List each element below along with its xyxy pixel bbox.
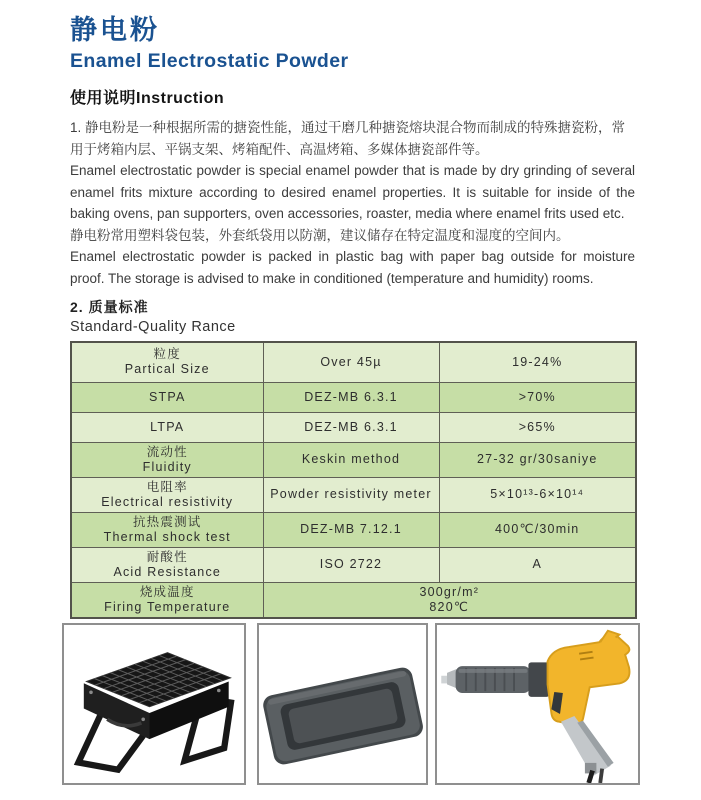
baking-tray-illustration [259,625,426,783]
page-title-english: Enamel Electrostatic Powder [70,50,349,72]
table-row [71,477,636,512]
bbq-grill-illustration [64,625,244,783]
table-row [71,512,636,547]
product-gallery [62,623,640,785]
spec-method-cell: DEZ-MB 7.12.1 [263,512,439,547]
quality-heading-english: Standard-Quality Rance [70,319,236,335]
spec-name-cell [71,582,263,618]
spec-name-zh: 耐酸性 [146,549,188,564]
instruction-heading: 使用说明Instruction [70,90,225,107]
spec-name-cell [71,547,263,582]
table-row [71,547,636,582]
instruction-para2-chinese: 静电粉常用塑料袋包装，外套纸袋用以防潮，建议储存在特定温度和湿度的空间内。 [70,227,570,243]
instruction-para1-english: Enamel electrostatic powder is special enamel powder that is made by dry grinding of several enamel frits mixture according to desired enamel properties. It is suitable for inside of the baking ovens, pan supporters, oven accessories, roaster, media where enamel frits used etc. [70,163,635,221]
quality-heading-chinese: 2. 质量标准 [70,299,149,315]
spec-name-en: Electrical resistivity [101,494,234,509]
spec-name-en: Thermal shock test [103,529,231,544]
spec-name-en: Acid Resistance [113,564,222,579]
spec-method-cell: DEZ-MB 6.3.1 [263,382,439,412]
spec-value-cell: >65% [439,412,636,442]
spec-name-cell: STPA [71,382,263,412]
spec-method-cell: Keskin method [263,442,439,477]
spec-name-cell [71,342,263,382]
spec-name-zh: 电阻率 [146,479,188,494]
table-row [71,342,636,382]
spec-name-zh: 抗热震测试 [132,514,202,529]
spec-method-cell: DEZ-MB 6.3.1 [263,412,439,442]
baking-tray-image [257,623,428,785]
spec-name-en: Fluidity [142,459,192,474]
spec-value-cell: 19-24% [439,342,636,382]
instruction-para1-chinese: 1. 静电粉是一种根据所需的搪瓷性能，通过干磨几种搪瓷熔块混合物而制成的特殊搪瓷粉，常用于烤箱内层、平锅支架、烤箱配件、高温烤箱、多媒体搪瓷部件等。 [70,120,626,157]
spec-value-cell: 27-32 gr/30saniye [439,442,636,477]
spec-name-cell: LTPA [71,412,263,442]
spec-value-cell: A [439,547,636,582]
spec-name-en: Firing Temperature [104,599,231,614]
spray-gun-illustration [437,625,638,783]
spec-method-cell: Over 45µ [263,342,439,382]
table-row [71,382,636,412]
spec-name-zh: 烧成温度 [139,584,195,599]
spec-name-zh: 流动性 [146,444,188,459]
table-row [71,412,636,442]
firing-value-line2: 820℃ [429,599,470,614]
spec-merged-value-cell [263,582,636,618]
spec-value-cell: >70% [439,382,636,412]
spec-method-cell: Powder resistivity meter [263,477,439,512]
spec-name-cell [71,442,263,477]
table-row [71,442,636,477]
instruction-paragraphs [70,117,635,289]
spec-name-zh: 粒度 [153,347,181,362]
spec-name-en: Partical Size [124,362,210,377]
spec-method-cell: ISO 2722 [263,547,439,582]
quality-standard-table [70,341,637,619]
spec-name-cell [71,512,263,547]
bbq-grill-image [62,623,246,785]
spray-gun-image [435,623,640,785]
spec-value-cell: 5×10¹³-6×10¹⁴ [439,477,636,512]
page-title-chinese: 静电粉 [70,15,160,45]
instruction-para2-english: Enamel electrostatic powder is packed in plastic bag with paper bag outside for moisture proof. The storage is advised to make in conditioned (temperature and humidity) rooms. [70,249,635,286]
spec-value-cell: 400℃/30min [439,512,636,547]
spec-name-cell [71,477,263,512]
firing-value-line1: 300gr/m² [419,584,480,599]
table-row [71,582,636,618]
